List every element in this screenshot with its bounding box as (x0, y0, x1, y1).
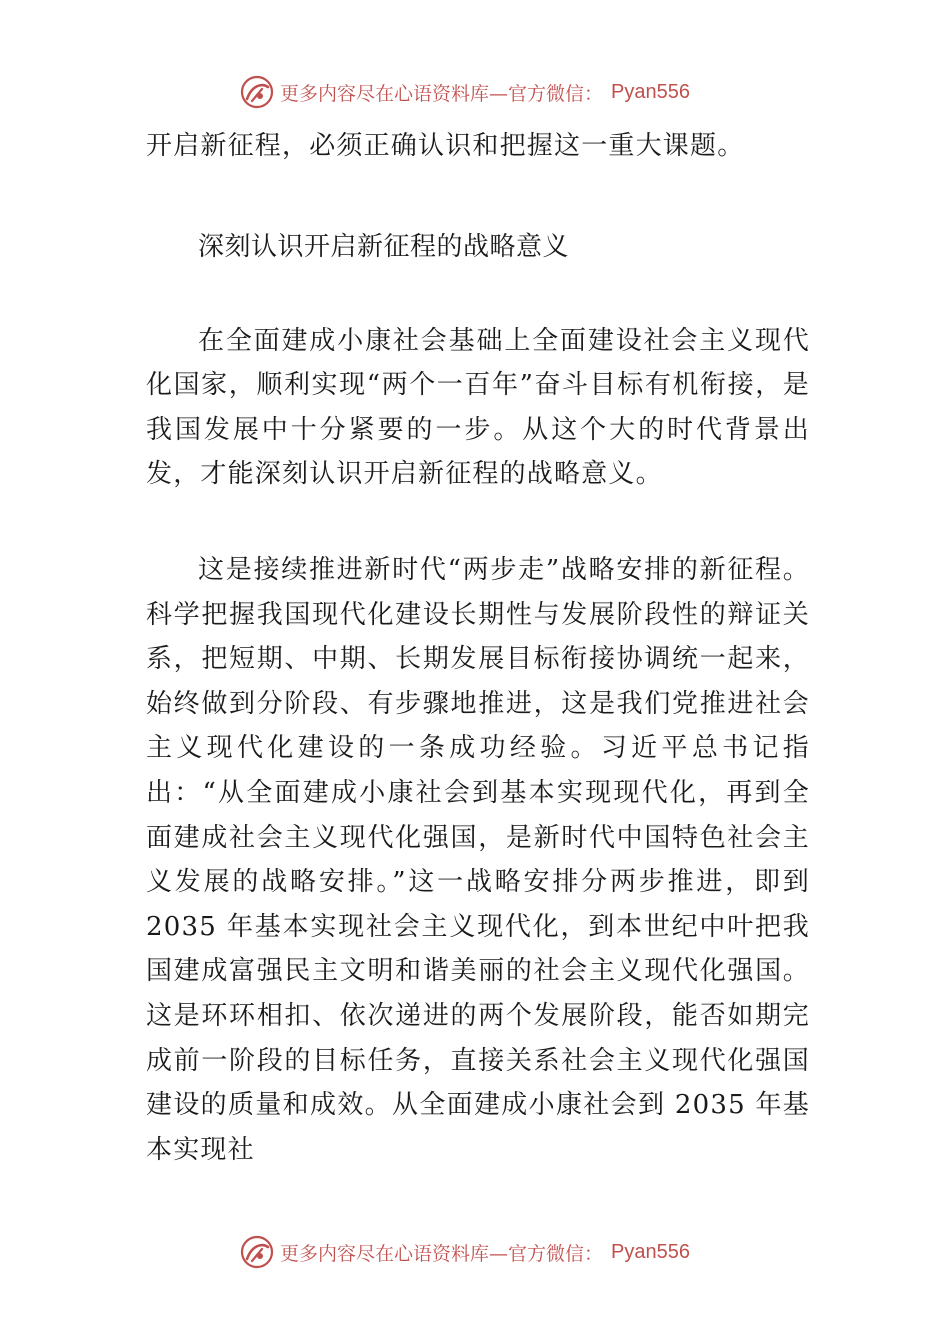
continuation-line: 开启新征程，必须正确认识和把握这一重大课题。 (146, 131, 745, 161)
watermark-wechat-id: Pyan556 (611, 1240, 690, 1263)
watermark-text: 更多内容尽在心语资料库—官方微信： (280, 82, 604, 105)
watermark-text: 更多内容尽在心语资料库—官方微信： (280, 1242, 604, 1265)
paragraph: 在全面建成小康社会基础上全面建设社会主义现代化国家，顺利实现“两个一百年”奋斗目标有机衔接，是我国发展中十分紧要的一步。从这个大的时代背景出发，才能深刻认识开启新征程的战略意义。 (146, 325, 810, 490)
seal-logo-icon (240, 1235, 274, 1269)
seal-logo-icon (240, 75, 274, 109)
document-body (146, 124, 810, 1172)
header-watermark (240, 72, 690, 112)
footer-watermark (240, 1232, 690, 1272)
section-heading: 深刻认识开启新征程的战略意义 (198, 231, 570, 262)
paragraph: 这是接续推进新时代“两步走”战略安排的新征程。科学把握我国现代化建设长期性与发展阶段性的辩证关系，把短期、中期、长期发展目标衔接协调统一起来，始终做到分阶段、有步骤地推进，这是我们党推进社会主义现代化建设的一条成功经验。习近平总书记指出：“从全面建成小康社会到基本实现现代化，再到全面建成社会主义现代化强国，是新时代中国特色社会主义发展的战略安排。”这一战略安排分两步推进，即到 2035 年基本实现社会主义现代化，到本世纪中叶把我国建成富强民主文明和谐美丽的社会主义现代化强国。这是环环相扣、依次递进的两个发展阶段，能否如期完成前一阶段的目标任务，直接关系社会主义现代化强国建设的质量和成效。从全面建成小康社会到 2035 年基本实现社 (146, 554, 810, 1165)
watermark-wechat-id: Pyan556 (611, 80, 690, 103)
